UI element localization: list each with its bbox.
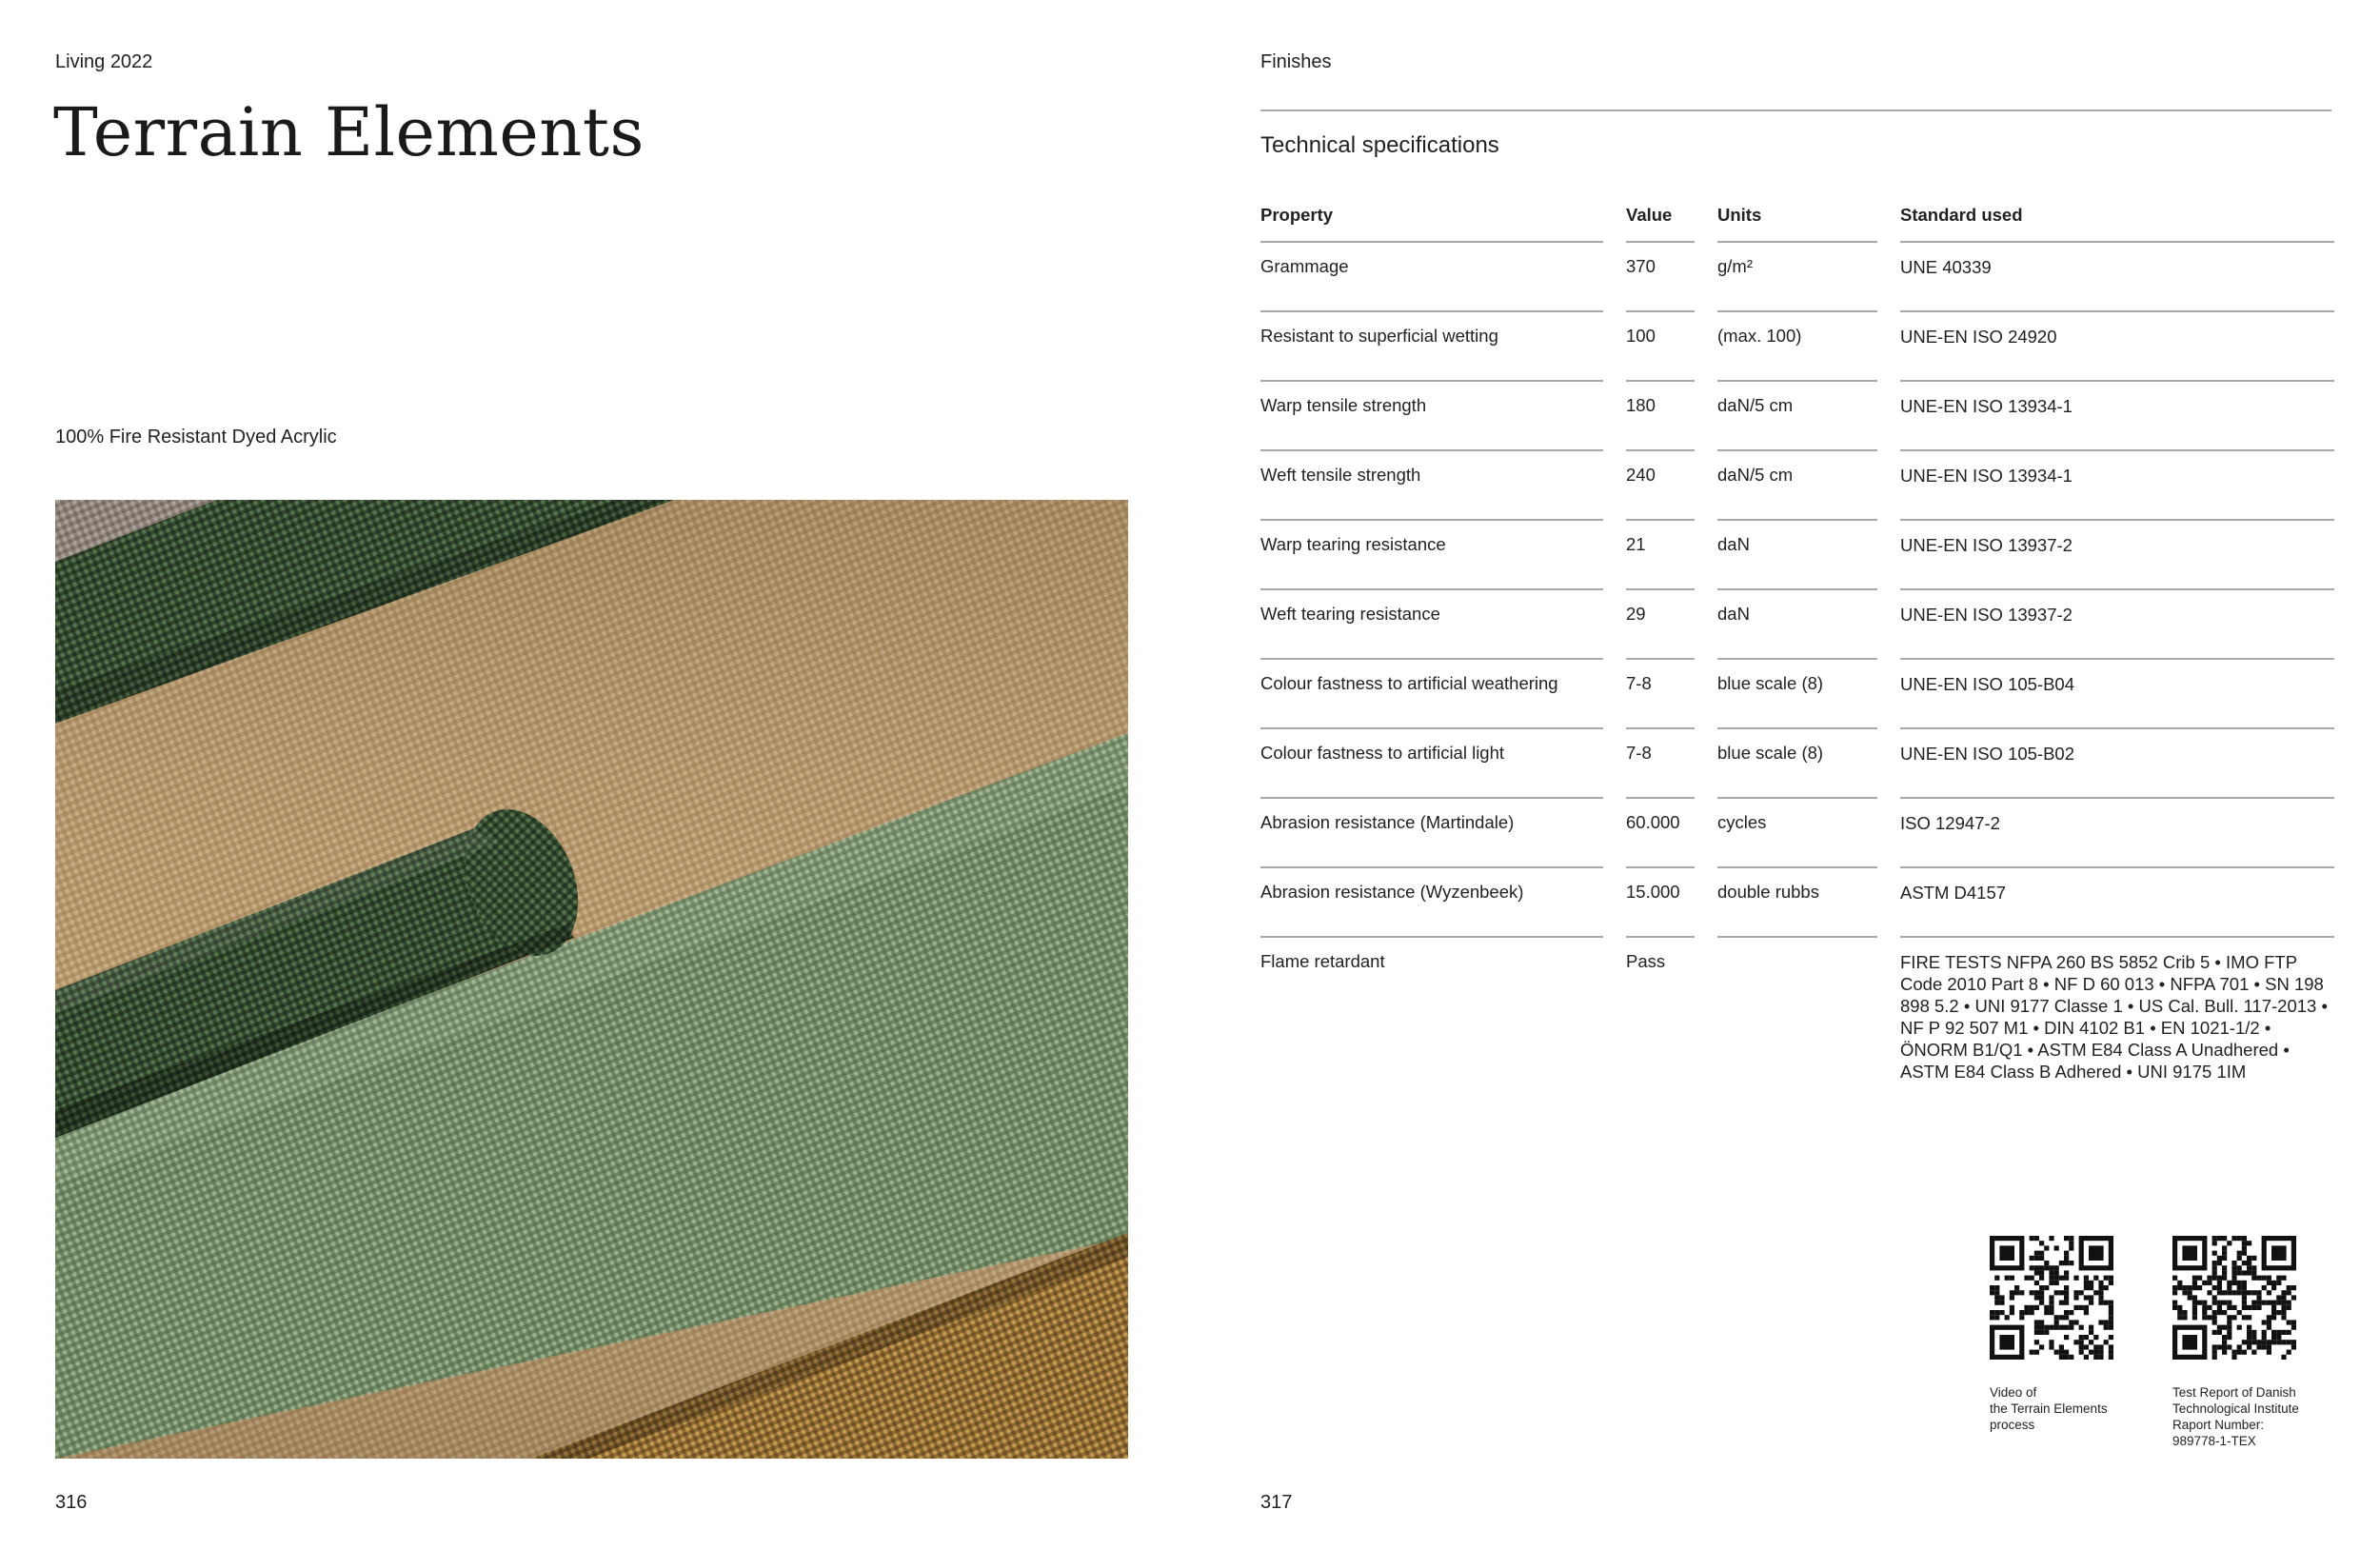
header-rule <box>1260 109 2331 111</box>
spec-row <box>1260 727 2334 797</box>
spec-property-cell: Warp tearing resistance <box>1260 519 1603 588</box>
spec-value-cell: 180 <box>1626 380 1695 449</box>
spec-row <box>1260 380 2334 449</box>
spec-standard-cell: UNE-EN ISO 13937-2 <box>1900 519 2334 588</box>
page-title: Terrain Elements <box>53 93 645 171</box>
column-header-units: Units <box>1717 205 1762 225</box>
spec-value-cell: 100 <box>1626 310 1695 380</box>
spec-units-cell: daN/5 cm <box>1717 380 1877 449</box>
spec-units-cell: daN/5 cm <box>1717 449 1877 519</box>
spec-standard-cell: FIRE TESTS NFPA 260 BS 5852 Crib 5 • IMO FTP Code 2010 Part 8 • NF D 60 013 • NFPA 701 • SN 198 898 5.2 • UNI 9177 Classe 1 • US Cal. Bull. 117-2013 • NF P 92 507 M1 • DIN 4102 B1 • EN 1021-1/2 • ÖNORM B1/Q1 • ASTM E84 Class A Unadhered • ASTM E84 Class B Adhered • UNI 9175 1IM <box>1900 936 2334 1083</box>
spec-row <box>1260 866 2334 936</box>
spec-standard-cell: UNE-EN ISO 13934-1 <box>1900 380 2334 449</box>
spec-units-cell: g/m² <box>1717 241 1877 310</box>
spec-standard-cell: UNE-EN ISO 105-B02 <box>1900 727 2334 797</box>
spec-units-cell: daN <box>1717 519 1877 588</box>
spec-units-cell: blue scale (8) <box>1717 658 1877 727</box>
spec-standard-cell: UNE-EN ISO 24920 <box>1900 310 2334 380</box>
spec-value-cell: Pass <box>1626 936 1695 1005</box>
spec-row <box>1260 519 2334 588</box>
spec-value-cell: 240 <box>1626 449 1695 519</box>
running-header-right: Finishes <box>1260 51 1332 72</box>
running-header-left: Living 2022 <box>55 51 153 72</box>
material-subtitle: 100% Fire Resistant Dyed Acrylic <box>55 427 337 447</box>
spec-property-cell: Flame retardant <box>1260 936 1603 1005</box>
spec-value-cell: 370 <box>1626 241 1695 310</box>
spec-property-cell: Abrasion resistance (Martindale) <box>1260 797 1603 866</box>
spec-standard-cell: ASTM D4157 <box>1900 866 2334 936</box>
spec-standard-cell: UNE-EN ISO 13934-1 <box>1900 449 2334 519</box>
spec-value-cell: 15.000 <box>1626 866 1695 936</box>
spec-row <box>1260 449 2334 519</box>
spec-row <box>1260 658 2334 727</box>
spec-row <box>1260 241 2334 310</box>
spec-units-cell: daN <box>1717 588 1877 658</box>
spec-row <box>1260 310 2334 380</box>
qr-caption-test-report <box>2172 1384 2299 1449</box>
caption-line: Raport Number: <box>2172 1418 2265 1432</box>
spec-property-cell: Weft tensile strength <box>1260 449 1603 519</box>
caption-line: Video of <box>1990 1385 2037 1400</box>
spec-table <box>1260 200 2334 1083</box>
spec-standard-cell: ISO 12947-2 <box>1900 797 2334 866</box>
caption-line: Test Report of Danish <box>2172 1385 2296 1400</box>
spec-property-cell: Colour fastness to artificial light <box>1260 727 1603 797</box>
qr-caption-video <box>1990 1384 2108 1433</box>
spec-units-cell <box>1717 936 1877 1005</box>
column-header-standard: Standard used <box>1900 205 2023 225</box>
spec-row <box>1260 797 2334 866</box>
spec-value-cell: 21 <box>1626 519 1695 588</box>
spec-units-cell: cycles <box>1717 797 1877 866</box>
spec-property-cell: Warp tensile strength <box>1260 380 1603 449</box>
spec-property-cell: Grammage <box>1260 241 1603 310</box>
qr-code-video[interactable] <box>1990 1236 2113 1360</box>
spec-units-cell: double rubbs <box>1717 866 1877 936</box>
spec-row <box>1260 936 2334 1083</box>
spec-value-cell: 60.000 <box>1626 797 1695 866</box>
spec-value-cell: 29 <box>1626 588 1695 658</box>
page-number-right: 317 <box>1260 1492 1293 1513</box>
spec-units-cell: blue scale (8) <box>1717 727 1877 797</box>
caption-line: Technological Institute <box>2172 1401 2299 1416</box>
column-header-property: Property <box>1260 205 1334 225</box>
page-number-left: 316 <box>55 1492 88 1513</box>
spec-property-cell: Resistant to superficial wetting <box>1260 310 1603 380</box>
caption-line: the Terrain Elements <box>1990 1401 2108 1416</box>
spec-property-cell: Colour fastness to artificial weathering <box>1260 658 1603 727</box>
spec-standard-cell: UNE-EN ISO 105-B04 <box>1900 658 2334 727</box>
spec-table-header <box>1260 200 2334 241</box>
spec-value-cell: 7-8 <box>1626 727 1695 797</box>
spec-property-cell: Weft tearing resistance <box>1260 588 1603 658</box>
column-header-value: Value <box>1626 205 1673 225</box>
spec-value-cell: 7-8 <box>1626 658 1695 727</box>
fabric-rolls-photo <box>55 500 1128 1459</box>
spec-standard-cell: UNE-EN ISO 13937-2 <box>1900 588 2334 658</box>
caption-line: process <box>1990 1418 2035 1432</box>
caption-line: 989778-1-TEX <box>2172 1434 2256 1448</box>
qr-code-test-report[interactable] <box>2172 1236 2296 1360</box>
spec-property-cell: Abrasion resistance (Wyzenbeek) <box>1260 866 1603 936</box>
spec-units-cell: (max. 100) <box>1717 310 1877 380</box>
spec-standard-cell: UNE 40339 <box>1900 241 2334 310</box>
spec-section-title: Technical specifications <box>1260 132 1499 158</box>
spec-row <box>1260 588 2334 658</box>
